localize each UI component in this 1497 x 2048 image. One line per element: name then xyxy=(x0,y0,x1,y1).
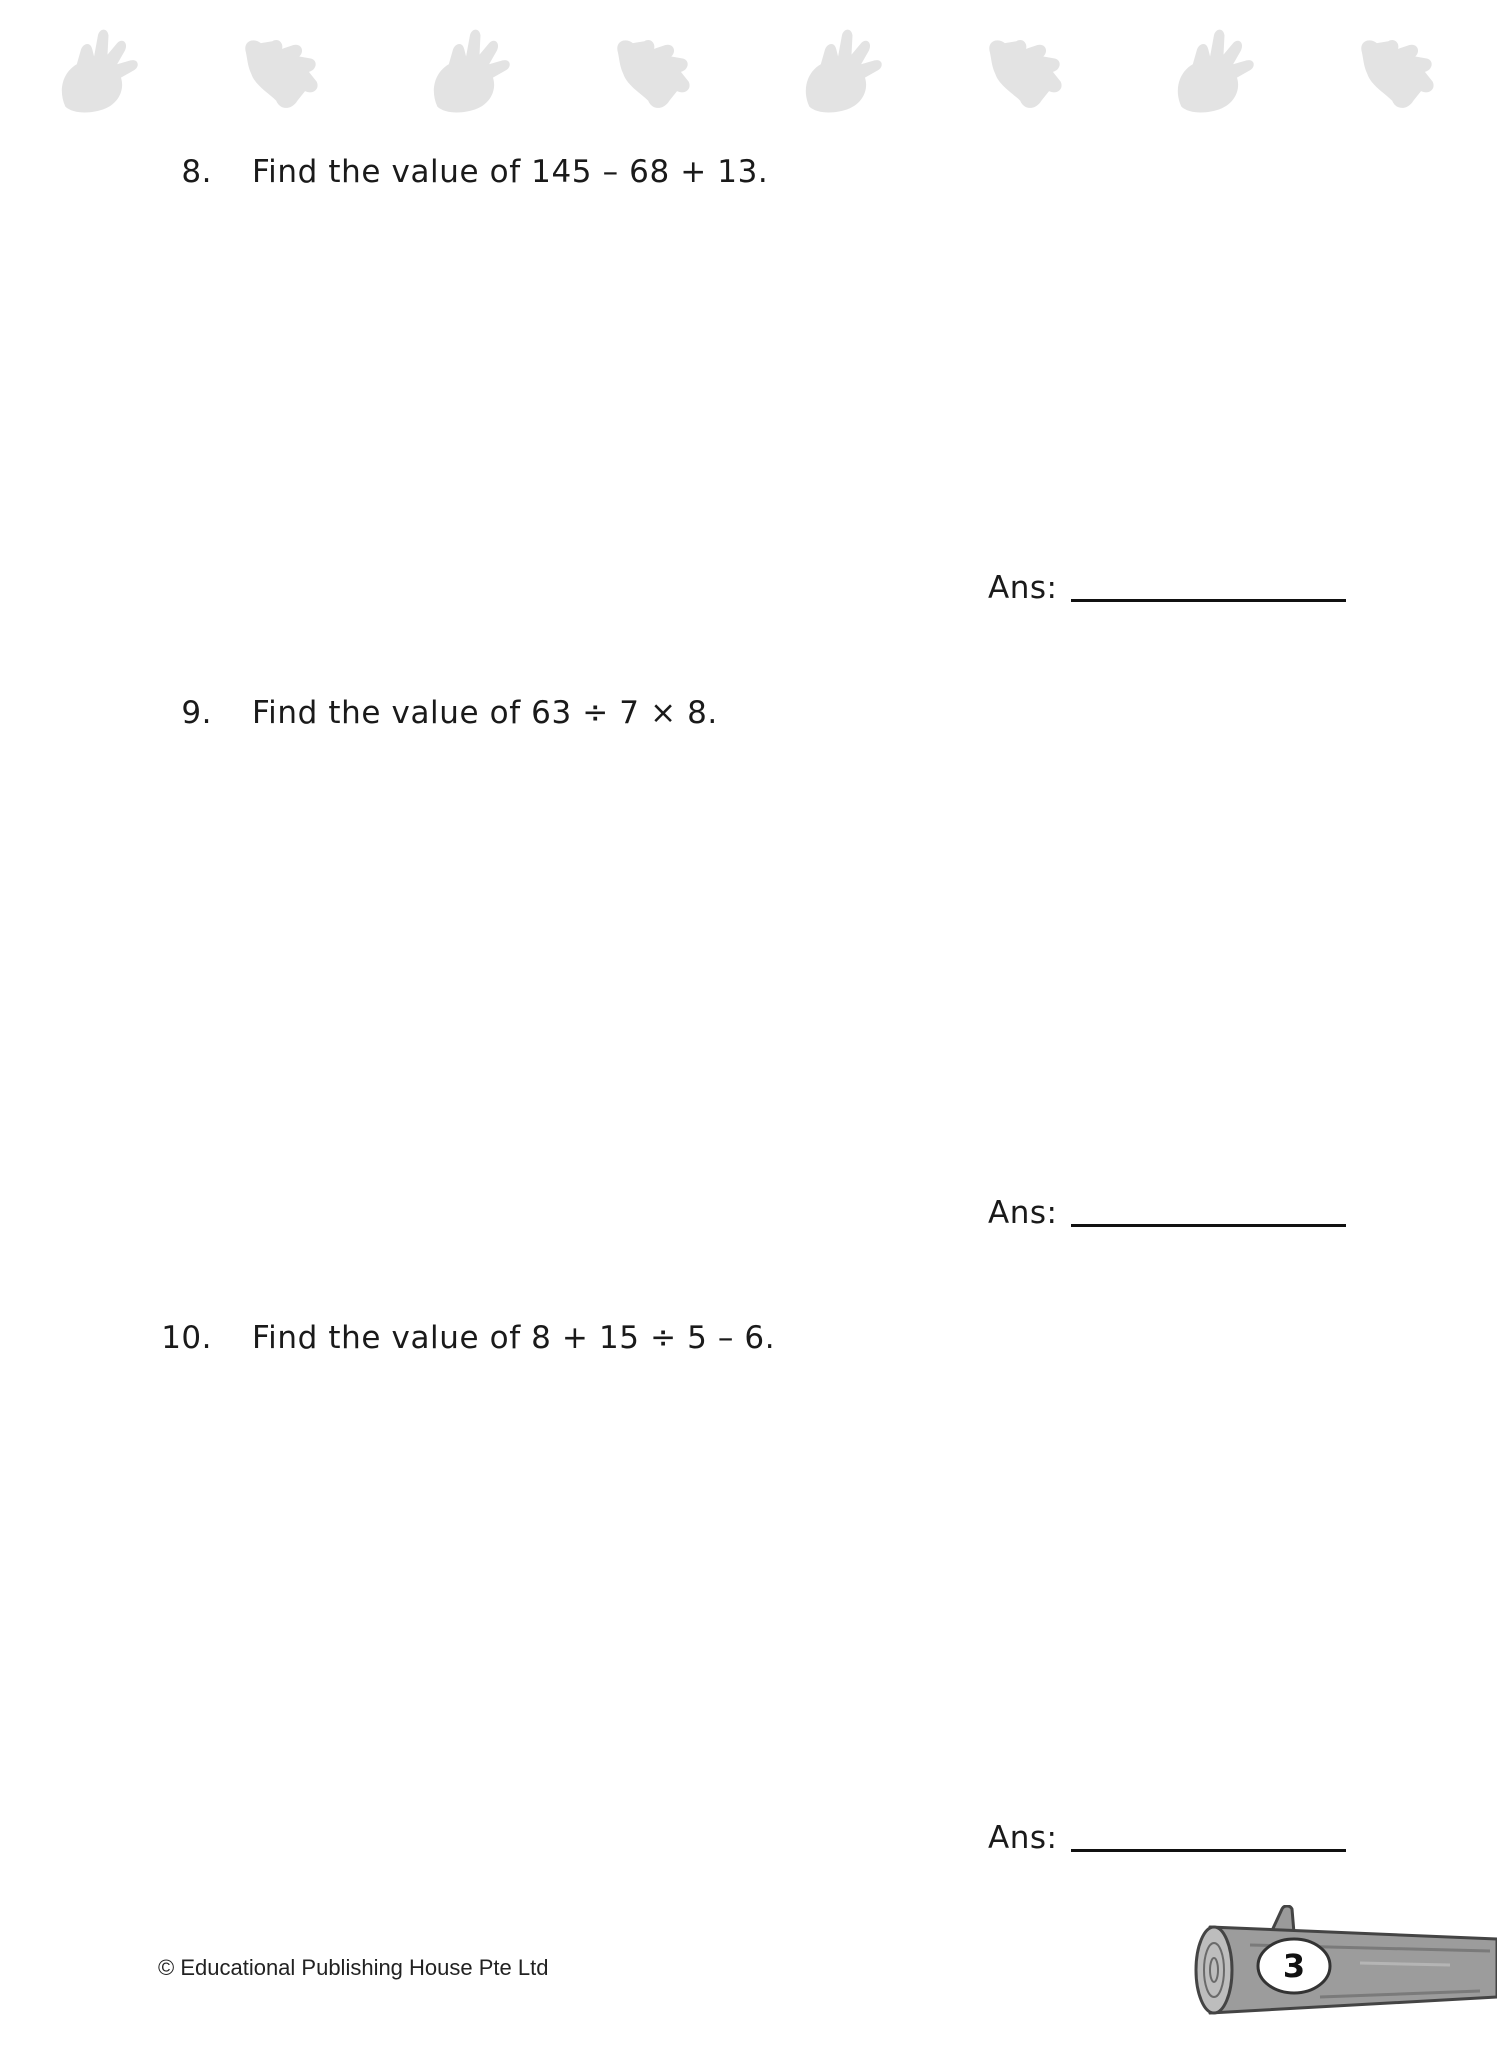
paw-print-icon xyxy=(792,22,888,118)
answer-area xyxy=(988,568,1346,608)
question-number: 9. xyxy=(181,695,212,731)
paw-print-icon xyxy=(1350,22,1446,118)
question-text: Find the value of 145 – 68 + 13. xyxy=(252,154,769,190)
answer-blank[interactable] xyxy=(1071,1224,1346,1227)
question-text: Find the value of 8 + 15 ÷ 5 – 6. xyxy=(252,1320,776,1356)
answer-blank[interactable] xyxy=(1071,599,1346,602)
log-icon xyxy=(1190,1905,1497,2020)
answer-area xyxy=(988,1193,1346,1233)
answer-blank[interactable] xyxy=(1071,1849,1346,1852)
answer-label: Ans: xyxy=(988,1820,1058,1856)
paw-print-icon xyxy=(606,22,702,118)
paw-print-icon xyxy=(1164,22,1260,118)
question-text: Find the value of 63 ÷ 7 × 8. xyxy=(252,695,718,731)
answer-label: Ans: xyxy=(988,1195,1058,1231)
paw-print-header xyxy=(0,0,1497,130)
paw-print-icon xyxy=(420,22,516,118)
paw-print-icon xyxy=(978,22,1074,118)
page-number: 3 xyxy=(1282,1947,1306,1985)
answer-label: Ans: xyxy=(988,570,1058,606)
question-number: 8. xyxy=(181,154,212,190)
paw-print-icon xyxy=(234,22,330,118)
copyright-notice: © Educational Publishing House Pte Ltd xyxy=(158,1955,549,1980)
paw-print-icon xyxy=(48,22,144,118)
answer-area xyxy=(988,1818,1346,1858)
question-number: 10. xyxy=(161,1320,212,1356)
